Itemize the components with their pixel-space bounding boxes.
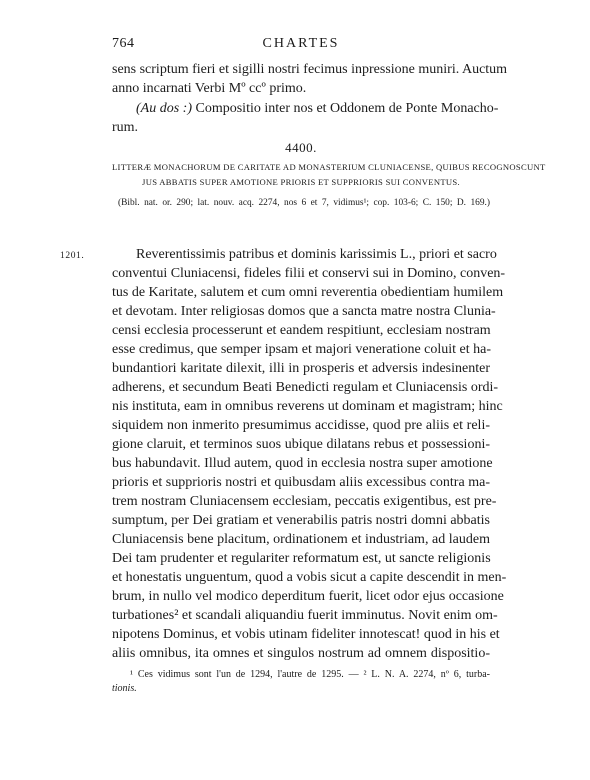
document-title-line: JUS ABBATIS SUPER AMOTIONE PRIORIS ET SUPPRIORIS SUI CONVENTUS. bbox=[142, 177, 460, 187]
body-line: gione claruit, et terminos suos ubique dilatans rebus et possessioni- bbox=[112, 437, 490, 452]
margin-date: 1201. bbox=[60, 251, 85, 261]
body-line: bundantiori karitate dilexit, illi in prosperis et adversis indesinenter bbox=[112, 361, 490, 376]
body-line: bus habundavit. Illud autem, quod in ecclesia nostra super amotione bbox=[112, 456, 493, 471]
body-line: Reverentissimis patribus et dominis karissimis L., priori et sacro bbox=[136, 247, 497, 262]
page-number: 764 bbox=[112, 36, 135, 51]
body-line: brum, in nullo vel modico deperditum fuerit, licet odor ejus occasione bbox=[112, 589, 504, 604]
body-line: adherens, et secundum Beati Benedicti regulam et Cluniacensis ordi- bbox=[112, 380, 499, 395]
body-line: prioris et supprioris nostri et quibusdam aliis excessibus contra ma- bbox=[112, 475, 490, 490]
endorsement-text: Compositio inter nos et Oddonem de Ponte Monacho- bbox=[195, 101, 499, 116]
body-line: tus de Karitate, salutem et cum omni reverentia obedientiam humilem bbox=[112, 285, 504, 300]
body-line: Dei tam prudenter et regulariter reformatum est, ut sancte religionis bbox=[112, 551, 491, 566]
body-line: siquidem non inmerito presumimus accidisse, quod pre aliis et reli- bbox=[112, 418, 490, 433]
endorsement-line bbox=[112, 100, 499, 118]
body-line: et devotam. Inter religiosas domos que a sancta matre nostra Clunia- bbox=[112, 304, 496, 319]
footnote-line: ¹ Ces vidimus sont l'un de 1294, l'autre de 1295. — ² L. N. A. 2274, nº 6, turba- bbox=[130, 669, 490, 680]
source-reference: (Bibl. nat. or. 290; lat. nouv. acq. 2274, nos 6 et 7, vidimus¹; cop. 103-6; C. 150; D. 169.) bbox=[118, 198, 490, 208]
body-line: nis instituta, eam in omnibus reverens ut dominam et magistram; hinc bbox=[112, 399, 503, 414]
body-line: Cluniacensis bene placitum, ordinationem et industriam, ad laudem bbox=[112, 532, 490, 547]
running-title: CHARTES bbox=[262, 36, 340, 51]
page-header bbox=[112, 36, 490, 54]
body-line: censi ecclesia processerunt et eandem respitiunt, ecclesiam nostram bbox=[112, 323, 491, 338]
body-line: aliis omnibus, ita omnes et singulos nostrum ad omnem dispositio- bbox=[112, 646, 490, 661]
endorsement-line: rum. bbox=[112, 120, 139, 135]
document-number: 4400. bbox=[285, 140, 317, 155]
endorsement-label: (Au dos :) bbox=[136, 101, 192, 116]
document-title-line: LITTERÆ MONACHORUM DE CARITATE AD MONASTERIUM CLUNIACENSE, QUIBUS RECOGNOSCUNT bbox=[112, 162, 546, 172]
continuation-line: anno incarnati Verbi Mº ccº primo. bbox=[112, 81, 307, 96]
footnote-line: tionis. bbox=[112, 683, 137, 694]
continuation-line: sens scriptum fieri et sigilli nostri fecimus inpressione muniri. Auctum bbox=[112, 62, 508, 77]
body-line: et honestatis unguentum, quod a vobis sicut a capite descendit in men- bbox=[112, 570, 507, 585]
body-line: nipotens Dominus, et vobis utinam fideliter innotescat! quod in his et bbox=[112, 627, 500, 642]
body-line: sumptum, per Dei gratiam et venerabilis patris nostri domni abbatis bbox=[112, 513, 490, 528]
body-line: esse credimus, que semper ipsam et majori veneratione coluit et ha- bbox=[112, 342, 492, 357]
body-line: trem nostram Cluniacensem ecclesiam, peccatis exigentibus, est pre- bbox=[112, 494, 497, 509]
body-line: turbationes² et scandali aliquandiu fuerit imminutus. Novit enim om- bbox=[112, 608, 498, 623]
body-line: conventui Cluniacensi, fideles filii et conservi sui in Domino, conven- bbox=[112, 266, 506, 281]
